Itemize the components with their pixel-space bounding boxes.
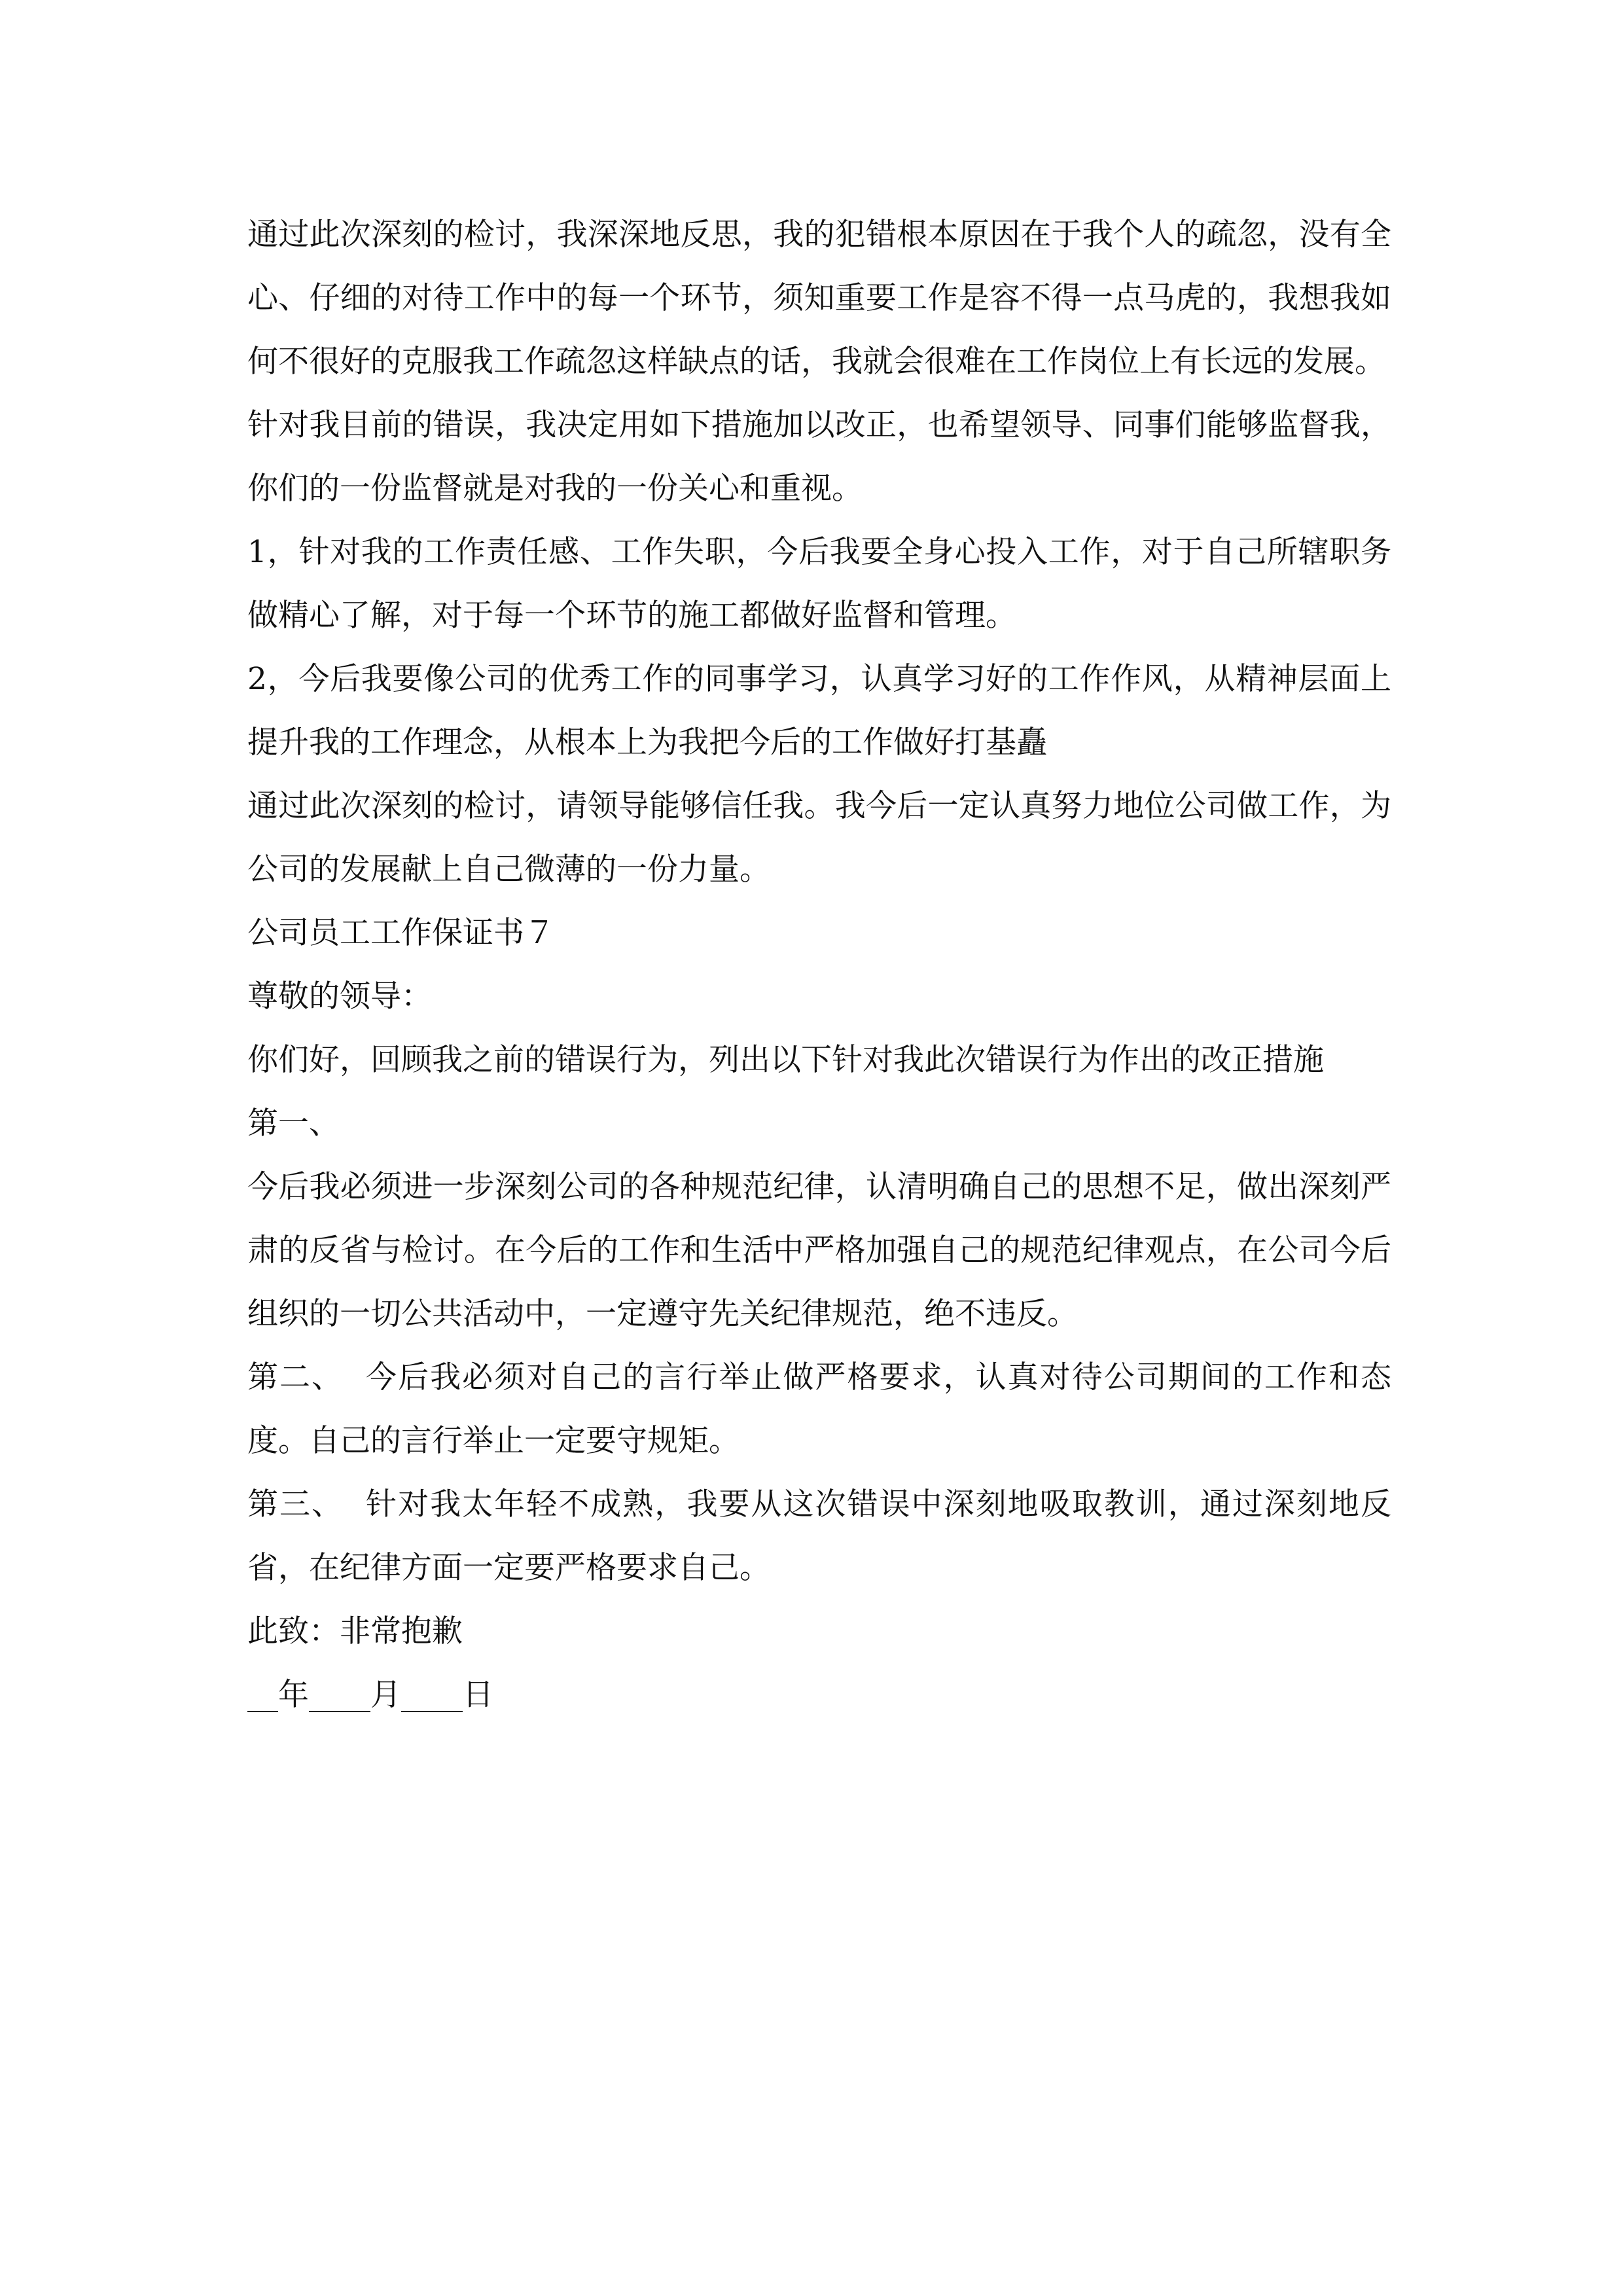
document-body xyxy=(247,203,1391,1727)
section-title: 公司员工工作保证书７ xyxy=(247,915,555,951)
salutation: 尊敬的领导： xyxy=(247,978,432,1014)
item-first-body: 今后我必须进一步深刻公司的各种规范纪律，认清明确自己的思想不足，做出深刻严肃的反省与检讨。在今后的工作和生活中严格加强自己的规范纪律观点，在公司今后组织的一切公共活动中，一定遵守先关纪律规范，绝不违反。 xyxy=(247,1169,1391,1332)
date-line: __年____月____日 xyxy=(247,1677,493,1713)
paragraph-measure-1: 1，针对我的工作责任感、工作失职，今后我要全身心投入工作，对于自己所辖职务做精心了解，对于每一个环节的施工都做好监督和管理。 xyxy=(247,534,1391,634)
item-third: 第三、 针对我太年轻不成熟，我要从这次错误中深刻地吸取教训，通过深刻地反省，在纪律方面一定要严格要求自己。 xyxy=(247,1486,1391,1586)
paragraph-reflection: 通过此次深刻的检讨，我深深地反思，我的犯错根本原因在于我个人的疏忽，没有全心、仔细的对待工作中的每一个环节，须知重要工作是容不得一点马虎的，我想我如何不很好的克服我工作疏忽这样缺点的话，我就会很难在工作岗位上有长远的发展。 xyxy=(247,217,1391,380)
paragraph-measure-2: 2，今后我要像公司的优秀工作的同事学习，认真学习好的工作作风，从精神层面上提升我的工作理念，从根本上为我把今后的工作做好打基矗 xyxy=(247,661,1391,761)
item-second: 第二、 今后我必须对自己的言行举止做严格要求，认真对待公司期间的工作和态度。自己的言行举止一定要守规矩。 xyxy=(247,1359,1391,1459)
paragraph-measures-intro: 针对我目前的错误，我决定用如下措施加以改正，也希望领导、同事们能够监督我，你们的一份监督就是对我的一份关心和重视。 xyxy=(247,407,1391,507)
paragraph-closing-pledge: 通过此次深刻的检讨，请领导能够信任我。我今后一定认真努力地位公司做工作，为公司的发展献上自己微薄的一份力量。 xyxy=(247,788,1391,888)
item-first-heading: 第一、 xyxy=(247,1105,340,1141)
paragraph-greeting: 你们好，回顾我之前的错误行为，列出以下针对我此次错误行为作出的改正措施 xyxy=(247,1042,1324,1078)
closing-apology: 此致：非常抱歉 xyxy=(247,1613,463,1649)
